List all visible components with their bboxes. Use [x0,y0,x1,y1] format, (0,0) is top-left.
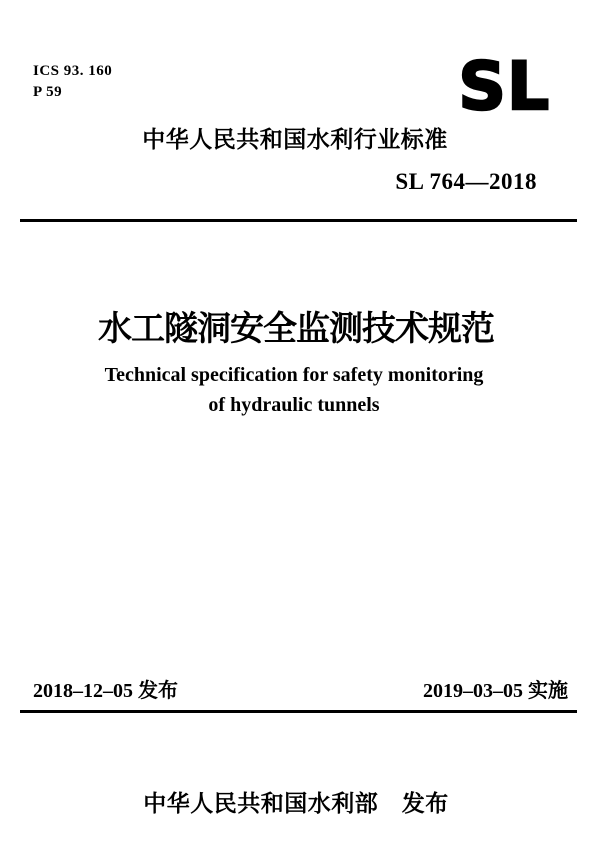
dates-row [33,674,568,703]
title-english-line2: of hydraulic tunnels [208,394,380,416]
implementation-date: 2019–03–05 实施 [423,680,568,702]
ics-code: ICS 93. 160 [33,63,113,79]
standard-type-title: 中华人民共和国水利行业标准 [142,126,448,152]
standard-number: SL 764—2018 [395,169,537,194]
sl-logo: SL [458,48,550,125]
bottom-divider [20,710,577,713]
title-english [0,360,588,420]
title-chinese: 水工隧洞安全监测技术规范 [98,310,494,348]
publisher: 中华人民共和国水利部 发布 [143,790,449,816]
issue-date: 2018–12–05 发布 [33,680,178,702]
title-english-line1: Technical specification for safety monitoring [104,364,484,386]
classification-code: P 59 [33,84,63,100]
top-divider [20,219,577,222]
ics-codes [33,61,112,103]
